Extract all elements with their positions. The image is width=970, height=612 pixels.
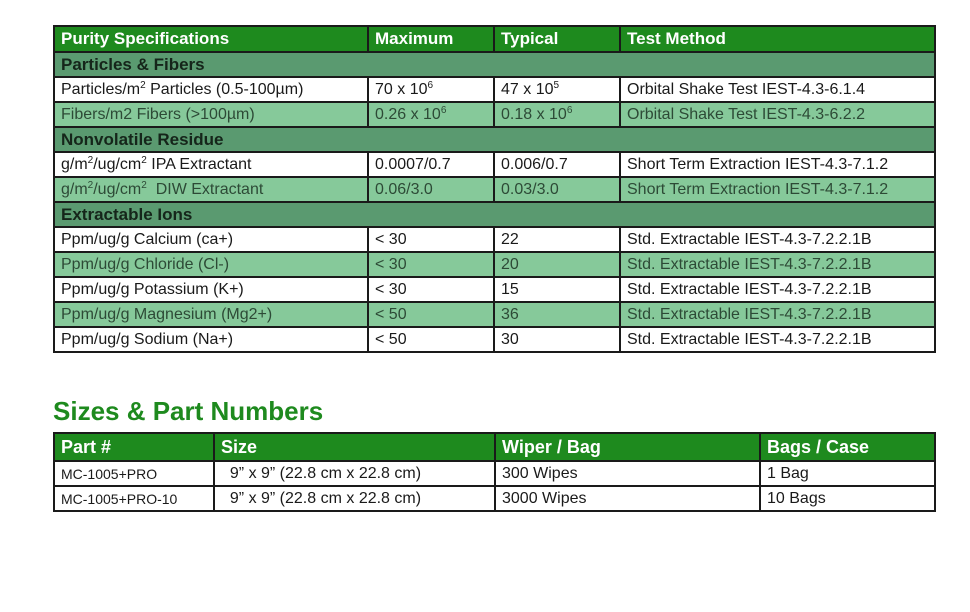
- maximum-value: 0.0007/0.7: [368, 152, 494, 177]
- typical-value: 30: [494, 327, 620, 352]
- header-purity-specifications: Purity Specifications: [54, 26, 368, 52]
- maximum-value: 70 x $10^6$: [368, 77, 494, 102]
- test-method: Std. Extractable IEST-4.3-7.2.2.1B: [620, 277, 935, 302]
- typical-value: 15: [494, 277, 620, 302]
- section-row: [54, 52, 935, 77]
- typical-value: 36: [494, 302, 620, 327]
- section-row: [54, 202, 935, 227]
- typical-value: 0.03/3.0: [494, 177, 620, 202]
- table-header-row: [54, 433, 935, 461]
- header-typical: Typical: [494, 26, 620, 52]
- table-row: [54, 77, 935, 102]
- spec-label: Ppm/ug/g Calcium (ca+): [54, 227, 368, 252]
- maximum-value: < 30: [368, 277, 494, 302]
- typical-value: 0.18 x $10^6$: [494, 102, 620, 127]
- table-row: [54, 327, 935, 352]
- maximum-value: < 30: [368, 252, 494, 277]
- section-title-nonvolatile-residue: Nonvolatile Residue: [54, 127, 935, 152]
- bags-per-case: 1 Bag: [760, 461, 935, 486]
- maximum-value: 0.06/3.0: [368, 177, 494, 202]
- spec-label: Fibers/m2 Fibers (>100µm): [54, 102, 368, 127]
- test-method: Std. Extractable IEST-4.3-7.2.2.1B: [620, 252, 935, 277]
- wipers-per-bag: 3000 Wipes: [495, 486, 760, 511]
- typical-value: 22: [494, 227, 620, 252]
- spec-label: Ppm/ug/g Chloride (Cl-): [54, 252, 368, 277]
- table-row: [54, 277, 935, 302]
- table-row: [54, 177, 935, 202]
- table-header-row: [54, 26, 935, 52]
- test-method: Std. Extractable IEST-4.3-7.2.2.1B: [620, 227, 935, 252]
- header-bags-case: Bags / Case: [760, 433, 935, 461]
- typical-value: 0.006/0.7: [494, 152, 620, 177]
- table-row: [54, 486, 935, 511]
- table-row: [54, 227, 935, 252]
- table-row: [54, 302, 935, 327]
- header-part-number: Part #: [54, 433, 214, 461]
- section-row: [54, 127, 935, 152]
- spec-label: $g/m^2/ug/cm^2$ DIW Extractant: [54, 177, 368, 202]
- maximum-value: < 50: [368, 327, 494, 352]
- test-method: Orbital Shake Test IEST-4.3-6.1.4: [620, 77, 935, 102]
- header-size: Size: [214, 433, 495, 461]
- header-maximum: Maximum: [368, 26, 494, 52]
- typical-value: 47 x $10^5$: [494, 77, 620, 102]
- purity-specifications-table: [53, 25, 936, 353]
- maximum-value: 0.26 x $10^6$: [368, 102, 494, 127]
- table-row: [54, 102, 935, 127]
- spec-label: $g/m^2/ug/cm^2$ IPA Extractant: [54, 152, 368, 177]
- test-method: Std. Extractable IEST-4.3-7.2.2.1B: [620, 327, 935, 352]
- test-method: Std. Extractable IEST-4.3-7.2.2.1B: [620, 302, 935, 327]
- header-wiper-bag: Wiper / Bag: [495, 433, 760, 461]
- test-method: Orbital Shake Test IEST-4.3-6.2.2: [620, 102, 935, 127]
- table-row: [54, 461, 935, 486]
- spec-label: Ppm/ug/g Magnesium (Mg2+): [54, 302, 368, 327]
- test-method: Short Term Extraction IEST-4.3-7.1.2: [620, 177, 935, 202]
- part-number: MC-1005+PRO: [54, 461, 214, 486]
- typical-value: 20: [494, 252, 620, 277]
- part-number: MC-1005+PRO-10: [54, 486, 214, 511]
- section-title-extractable-ions: Extractable Ions: [54, 202, 935, 227]
- bags-per-case: 10 Bags: [760, 486, 935, 511]
- table-row: [54, 252, 935, 277]
- size-value: 9” x 9” (22.8 cm x 22.8 cm): [214, 461, 495, 486]
- test-method: Short Term Extraction IEST-4.3-7.1.2: [620, 152, 935, 177]
- spec-label: Ppm/ug/g Potassium (K+): [54, 277, 368, 302]
- wipers-per-bag: 300 Wipes: [495, 461, 760, 486]
- sizes-part-numbers-heading: Sizes & Part Numbers: [53, 396, 324, 426]
- sizes-part-numbers-table: [53, 432, 936, 512]
- maximum-value: < 30: [368, 227, 494, 252]
- header-test-method: Test Method: [620, 26, 935, 52]
- size-value: 9” x 9” (22.8 cm x 22.8 cm): [214, 486, 495, 511]
- table-row: [54, 152, 935, 177]
- spec-label: Ppm/ug/g Sodium (Na+): [54, 327, 368, 352]
- section-title-particles-fibers: Particles & Fibers: [54, 52, 935, 77]
- spec-label: Particles/$m^2$ Particles (0.5-100µm): [54, 77, 368, 102]
- maximum-value: < 50: [368, 302, 494, 327]
